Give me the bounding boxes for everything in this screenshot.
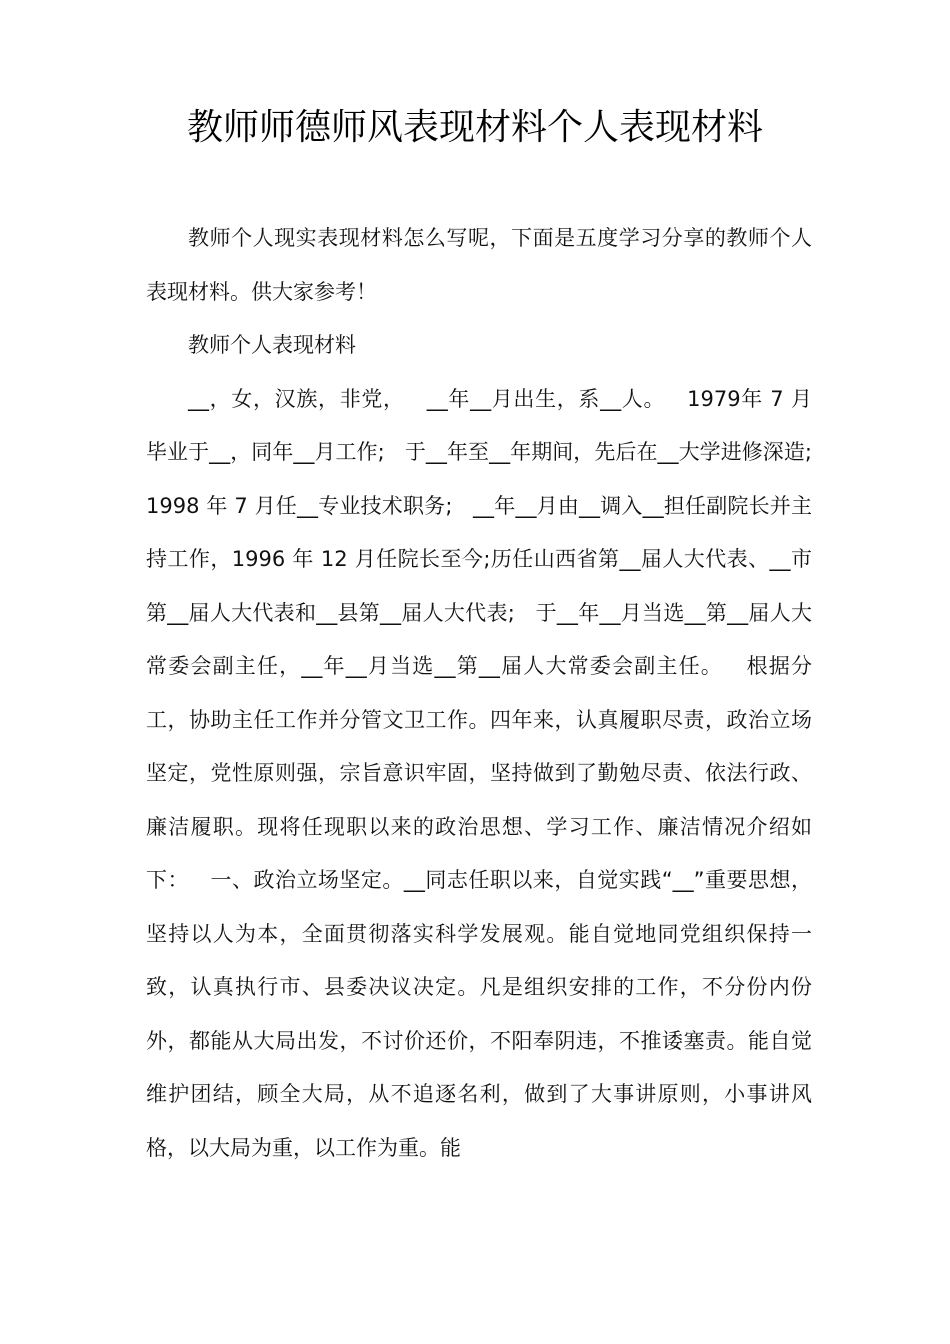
document-body <box>146 212 833 1175</box>
intro-paragraph: 教师个人现实表现材料怎么写呢，下面是五度学习分享的教师个人表现材料。供大家参考！ <box>146 226 812 304</box>
document-title: 教师师德师风表现材料个人表现材料 <box>186 107 763 148</box>
section-heading: 教师个人表现材料 <box>188 333 356 357</box>
main-paragraph: __，女，汉族，非党， __年__月出生，系__人。 1979年 7 月毕业于__，同年__月工作; 于__年至__年期间，先后在__大学进修深造; 1998 年 7 月任__专业技术职务; __年__月由__调入__担任副院长并主持工作，1996 年 12 月任院长至今;历任山西省第__届人大代表、__市第__届人大代表和__县第__届人大代表; 于__年__月当选__第__届人大常委会副主任，__年__月当选__第__届人大常委会副主任。 根据分工，协助主任工作并分管文卫工作。四年来，认真履职尽责，政治立场坚定，党性原则强，宗旨意识牢固，坚持做到了勤勉尽责、依法行政、廉洁履职。现将任现职以来的政治思想、学习工作、廉洁情况介绍如下： 一、政治立场坚定。__同志任职以来，自觉实践“__”重要思想，坚持以人为本，全面贯彻落实科学发展观。能自觉地同党组织保持一致，认真执行市、县委决议决定。凡是组织安排的工作，不分份内份外，都能从大局出发，不讨价还价，不阳奉阴违，不推诿塞责。能自觉维护团结，顾全大局，从不追逐名利，做到了大事讲原则，小事讲风格，以大局为重，以工作为重。能 <box>146 386 833 1160</box>
